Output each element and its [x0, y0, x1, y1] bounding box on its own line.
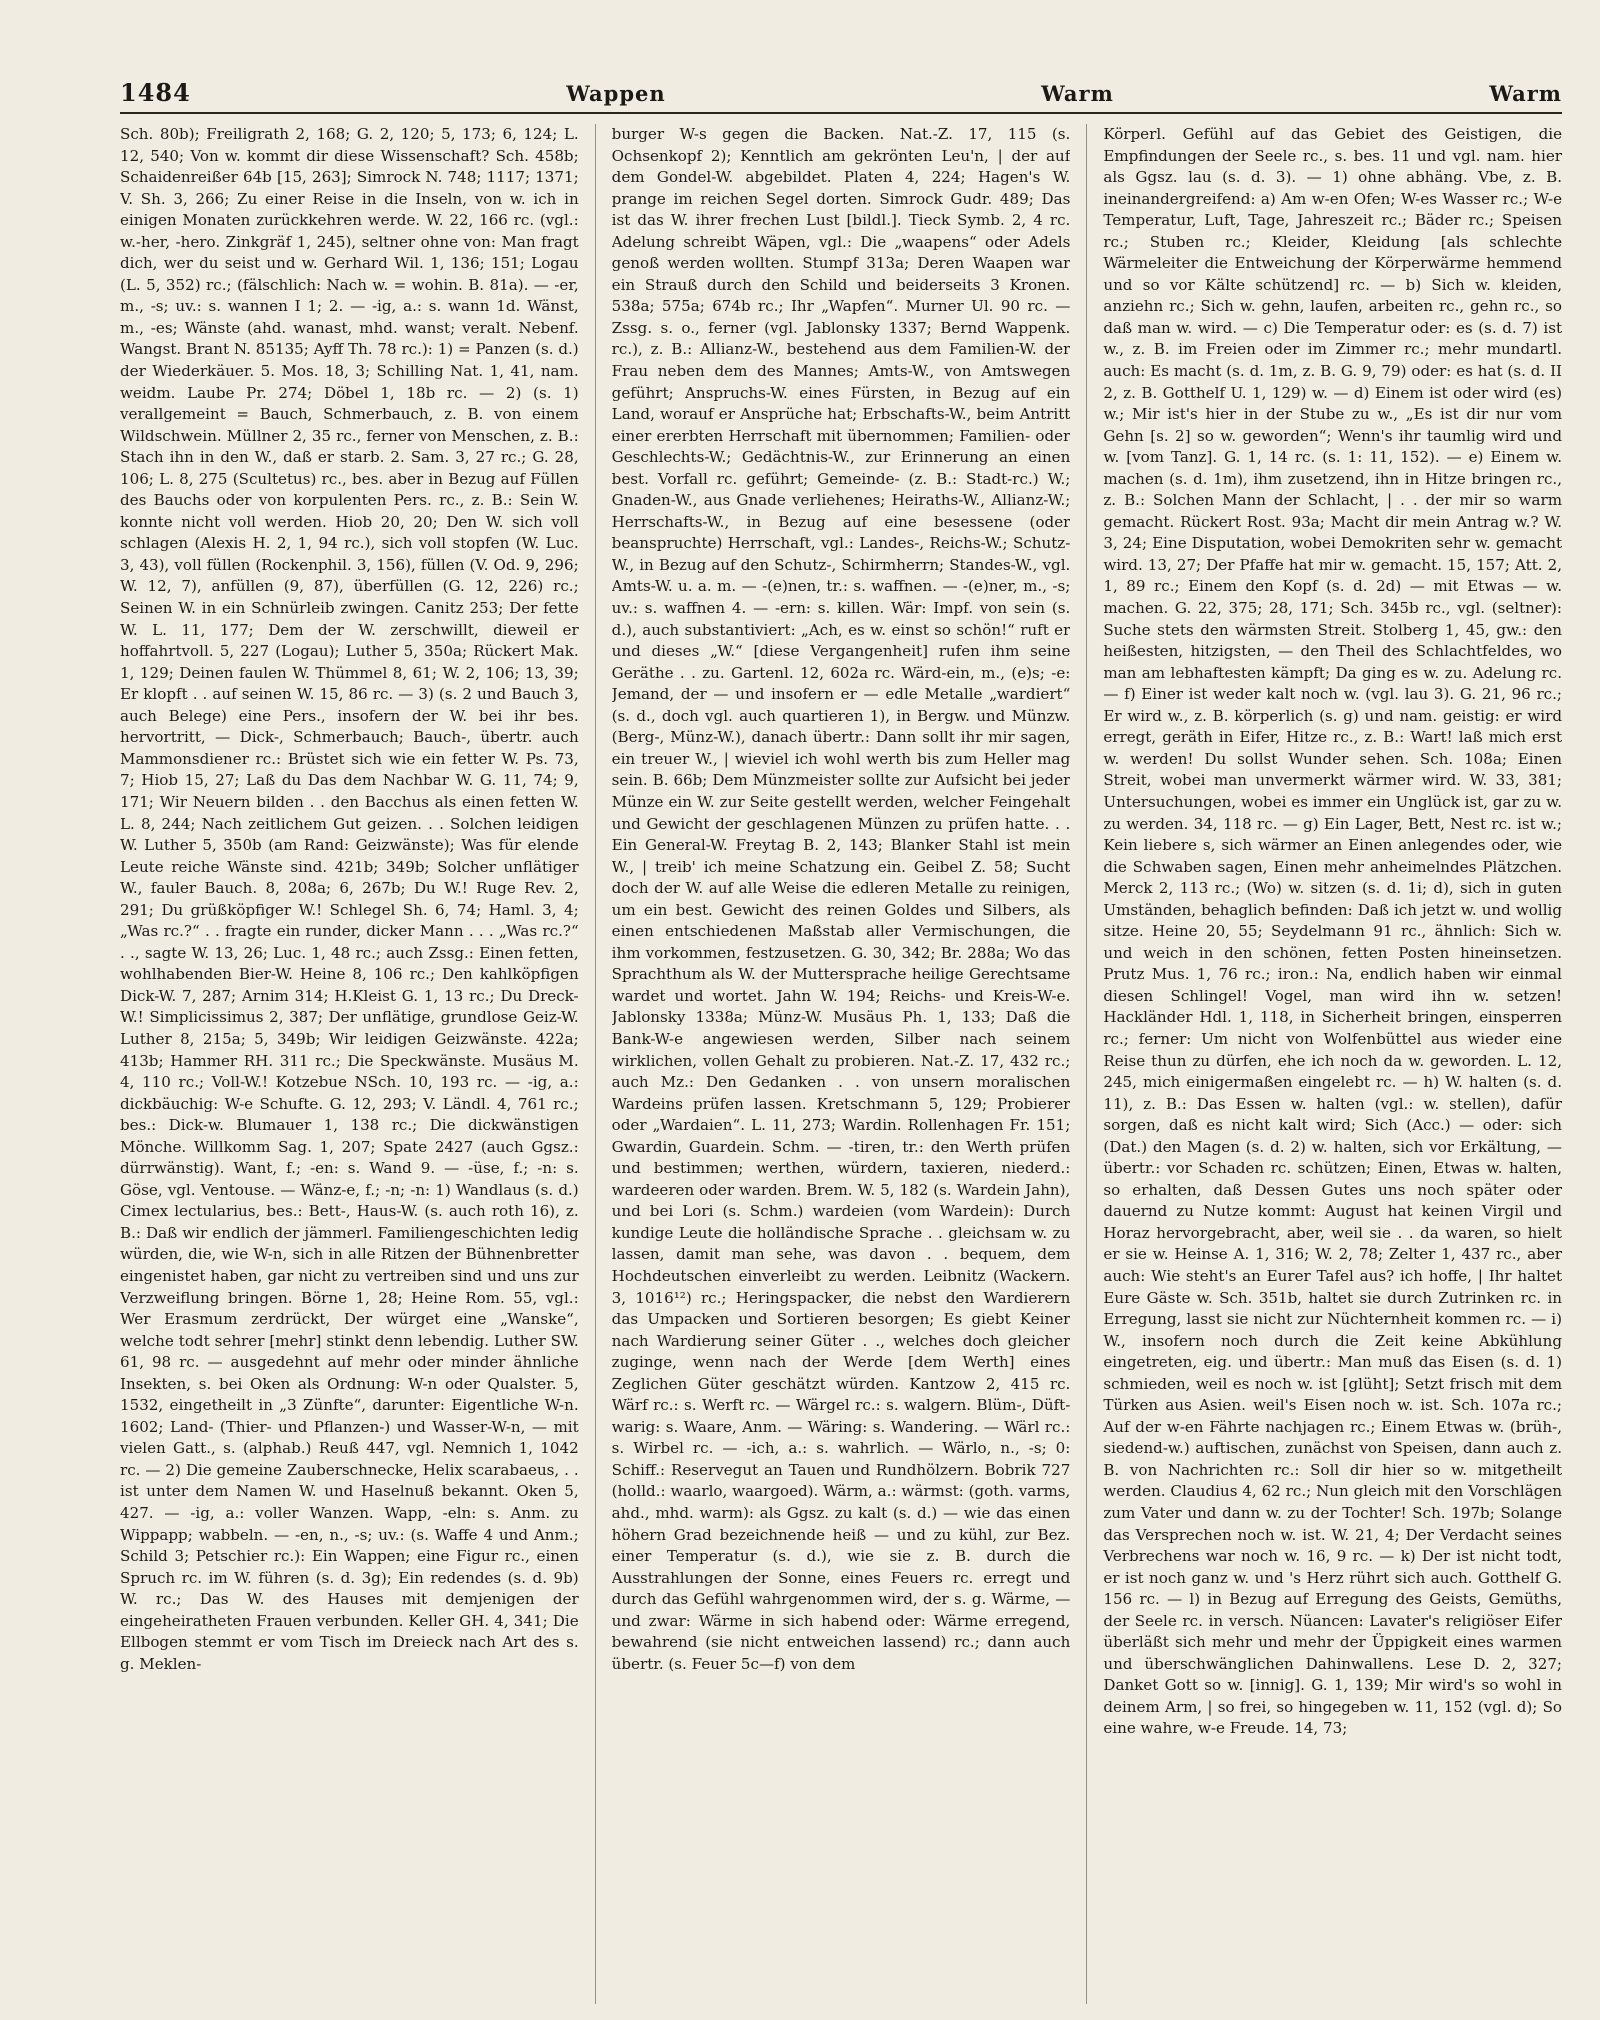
- text-columns: [120, 124, 1562, 2004]
- header-left-catchword: Wappen: [566, 81, 666, 106]
- column-left: [120, 124, 579, 2004]
- column-middle-text: burger W-s gegen die Backen. Nat.-Z. 17, 115 (s. Ochsenkopf 2); Kenntlich am gekrönten Leu'n, | der auf dem Gondel-W. abgebildet. Platen 4, 224; Hagen's W. prange im reichen Segel dorten. Simrock Gudr. 489; Das ist das W. ihrer frechen Lust [bildl.]. Tieck Symb. 2, 4 rc. Adelung schreibt Wäpen, vgl.: Die „waapens“ oder Adels genoß werden wollten. Stumpf 313a; Deren Waapen war ein Strauß durch den Schild und beiderseits 3 Kronen. 538a; 575a; 674b rc.; Ihr „Wapfen“. Murner Ul. 90 rc. — Zssg. s. o., ferner (vgl. Jablonsky 1337; Bernd Wappenk. rc.), z. B.: Allianz-W., bestehend aus dem Familien-W. der Frau neben dem des Mannes; Amts-W., von Amtswegen geführt; Anspruchs-W. eines Fürsten, in Bezug auf ein Land, worauf er Ansprüche hat; Erbschafts-W., beim Antritt einer ererbten Herrschaft mit übernommen; Familien- oder Geschlechts-W.; Gedächtnis-W., zur Erinnerung an einen best. Vorfall rc. geführt; Gemeinde- (z. B.: Stadt-rc.) W.; Gnaden-W., aus Gnade verliehenes; Heiraths-W., Allianz-W.; Herrschafts-W., in Bezug auf eine besessene (oder beanspruchte) Herrschaft, vgl.: Landes-, Reichs-W.; Schutz-W., in Bezug auf den Schutz-, Schirmherrn; Standes-W., vgl. Amts-W. u. a. m. — -(e)nen, tr.: s. waffnen. — -(e)ner, m., -s; uv.: s. waffnen 4. — -ern: s. killen. Wär: Impf. von sein (s. d.), auch substantiviert: „Ach, es w. einst so schön!“ ruft er und dieses „W.“ [diese Vergangenheit] rufen ihm seine Geräthe . . zu. Gartenl. 12, 602a rc. Wärd-ein, m., (e)s; -e: Jemand, der — und insofern er — edle Metalle „wardiert“ (s. d., doch vgl. auch quartieren 1), in Bergw. und Münzw. (Berg-, Münz-W.), danach übertr.: Dann sollt ihr mir sagen, ein treuer W., | wieviel ich wohl werth bis zum Heller mag sein. B. 66b; Dem Münzmeister sollte zur Aufsicht bei jeder Münze ein W. zur Seite gestellt werden, welcher Feingehalt und Gewicht der geschlagenen Münzen zu prüfen hatte. . . Ein General-W. Freytag B. 2, 143; Blanker Stahl ist mein W., | treib' ich meine Schatzung ein. Geibel Z. 58; Sucht doch der W. auf alle Weise die edleren Metalle zu reinigen, um ein best. Gewicht des reinen Goldes und Silbers, als einen entschiedenen Maßstab aller Vermischungen, die ihm vorkommen, festzusetzen. G. 30, 342; Br. 288a; Wo das Sprachthum als W. der Muttersprache heilige Gerechtsame wardet und wortet. Jahn W. 194; Reichs- und Kreis-W-e. Jablonsky 1338a; Münz-W. Musäus Ph. 1, 133; Daß die Bank-W-e angewiesen werden, Silber nach seinem wirklichen, vollen Gehalt zu probieren. Nat.-Z. 17, 432 rc.; auch Mz.: Den Gedanken . . von unsern moralischen Wardeins prüfen lassen. Kretschmann 5, 129; Probierer oder „Wardaien“. L. 11, 273; Wardin. Rollenhagen Fr. 151; Gwardin, Guardein. Schm. — -tiren, tr.: den Werth prüfen und bestimmen; werthen, würdern, taxieren, niederd.: wardeeren oder warden. Brem. W. 5, 182 (s. Wardein Jahn), und bei Lori (s. Schm.) wardeien (vom Wardein): Durch kundige Leute die holländische Sprache . . gleichsam w. zu lassen, damit man sehe, was davon . . bequem, dem Hochdeutschen einverleibt zu werden. Leibnitz (Wackern. 3, 1016¹²) rc.; Heringspacker, die nebst den Wardierern das Umpacken und Sortieren besorgen; Es giebt Keiner nach Wardierung seiner Güter . ., welches doch gleicher zuginge, wenn nach der Werde [dem Werth] eines Zeglichen Güter geschätzt würden. Kantzow 2, 415 rc. Wärf rc.: s. Werft rc. — Wärgel rc.: s. walgern. Blüm-, Düft-warig: s. Waare, Anm. — Wäring: s. Wandering. — Wärl rc.: s. Wirbel rc. — -ich, a.: s. wahrlich. — Wärlo, n., -s; 0: Schiff.: Reservegut an Tauen und Rundhölzern. Bobrik 727 (holld.: waarlo, waargoed). Wärm, a.: wärmst: (goth. varms, ahd., mhd. warm): als Ggsz. zu kalt (s. d.) — wie das einen höhern Grad bezeichnende heiß — und zu kühl, zur Bez. einer Temperatur (s. d.), wie sie z. B. durch die Ausstrahlungen der Sonne, eines Feuers rc. erregt und durch das Gefühl wahrgenommen wird, der s. g. Wärme, — und zwar: Wärme in sich habend oder: Wärme erregend, bewahrend (sie nicht entweichen lassend) rc.; dann auch übertr. (s. Feuer 5c—f) von dem: [611, 125, 1071, 1673]
- page-number: 1484: [120, 78, 191, 107]
- column-divider: [595, 124, 596, 2004]
- header-center-catchword: Warm: [1041, 81, 1114, 106]
- column-right-text: Körperl. Gefühl auf das Gebiet des Geistigen, die Empfindungen der Seele rc., s. bes. 11 und vgl. nam. hier als Ggsz. lau (s. d. 3). — 1) ohne abhäng. Vbe, z. B. ineinandergreifend: a) Am w-en Ofen; W-es Wasser rc.; W-e Temperatur, Luft, Tage, Jahreszeit rc.; Bäder rc.; Speisen rc.; Stuben rc.; Kleider, Kleidung [als schlechte Wärmeleiter die Entweichung der Körperwärme hemmend und so vor Kälte schützend] rc. — b) Sich w. kleiden, anziehn rc.; Sich w. gehn, laufen, arbeiten rc., gehn rc., so daß man w. wird. — c) Die Temperatur oder: es (s. d. 7) ist w., z. B. im Freien oder im Zimmer rc.; mehr mundartl. auch: Es macht (s. d. 1m, z. B. G. 9, 79) oder: es hat (s. d. II 2, z. B. Gotthelf U. 1, 129) w. — d) Einem ist oder wird (es) w.; Mir ist's hier in der Stube zu w., „Es ist dir nur vom Gehn [s. 2] so w. geworden“; Wenn's ihr taumlig wird und w. [vom Tanz]. G. 1, 14 rc. (s. 1: 11, 152). — e) Einem w. machen (s. d. 1m), ihm zusetzend, ihn in Hitze bringen rc., z. B.: Solchen Mann der Schlacht, | . . der mir so warm gemacht. Rückert Rost. 93a; Macht dir mein Antrag w.? W. 3, 24; Eine Disputation, wobei Demokriten sehr w. gemacht wird. 13, 27; Der Pfaffe hat mir w. gemacht. 15, 157; Att. 2, 1, 89 rc.; Einem den Kopf (s. d. 2d) — mit Etwas — w. machen. G. 22, 375; 28, 171; Sch. 345b rc., vgl. (seltner): Suche stets den wärmsten Streit. Stolberg 1, 45, gw.: den heißesten, hitzigsten, — den Theil des Schlachtfeldes, wo man am lebhaftesten kämpft; Da ging es w. zu. Adelung rc. — f) Einer ist weder kalt noch w. (vgl. lau 3). G. 21, 96 rc.; Er wird w., z. B. körperlich (s. g) und nam. geistig: er wird erregt, geräth in Eifer, Hitze rc., z. B.: Wart! laß mich erst w. werden! Du sollst Wunder sehen. Sch. 108a; Einen Streit, wobei man unvermerkt wärmer wird. W. 33, 381; Untersuchungen, wobei es immer ein Unglück ist, gar zu w. zu werden. 34, 118 rc. — g) Ein Lager, Bett, Nest rc. ist w.; Kein liebere s, sich wärmer an Einen anlegendes oder, wie die Schwaben sagen, Einen mehr anheimelndes Plätzchen. Merck 2, 113 rc.; (Wo) w. sitzen (s. d. 1i; d), sich in guten Umständen, behaglich befinden: Daß ich jetzt w. und wollig sitze. Heine 20, 55; Seydelmann 91 rc., ähnlich: Sich w. und weich in den schönen, fetten Posten hineinsetzen. Prutz Mus. 1, 76 rc.; iron.: Na, endlich haben wir einmal diesen Schlingel! Vogel, man wird ihn w. setzen! Hackländer Hdl. 1, 118, in Sicherheit bringen, einsperren rc.; ferner: Um nicht von Wolfenbüttel aus wieder eine Reise thun zu dürfen, ehe ich noch da w. geworden. L. 12, 245, mich einigermaßen eingelebt rc. — h) W. halten (s. d. 11), z. B.: Das Essen w. halten (vgl.: w. stellen), dafür sorgen, daß es nicht kalt wird; Sich (Acc.) — oder: sich (Dat.) den Magen (s. d. 2) w. halten, sich vor Erkältung, — übertr.: vor Schaden rc. schützen; Einen, Etwas w. halten, so erhalten, daß Dessen Gutes uns noch später oder dauernd zu Nutze kommt: August hat keinen Virgil und Horaz hervorgebracht, aber, weil sie . . da waren, so hielt er sie w. Heinse A. 1, 316; W. 2, 78; Zelter 1, 437 rc., aber auch: Wie steht's an Eurer Tafel aus? ich hoffe, | Ihr haltet Eure Gäste w. Sch. 351b, haltet sie durch Zutrinken rc. in Erregung, lasst sie nicht zur Nüchternheit kommen rc. — i) W., insofern noch durch die Zeit keine Abkühlung eingetreten, eig. und übertr.: Man muß das Eisen (s. d. 1) schmieden, weil es noch w. ist [glüht]; Setzt frisch mit dem Türken aus Asien. weil's Eisen noch w. ist. Sch. 107a rc.; Auf der w-en Fährte nachjagen rc.; Einem Etwas w. (brüh-, siedend-w.) auftischen, zunächst von Speisen, dann auch z. B. von Nachrichten rc.: Soll dir hier so w. mitgetheilt werden. Claudius 4, 62 rc.; Nun gleich mit den Vorschlägen zum Vater und dann w. zu der Tochter! Sch. 197b; Solange das Versprechen noch w. ist. W. 21, 4; Der Verdacht seines Verbrechens war noch w. 16, 9 rc. — k) Der ist nicht todt, er ist noch ganz w. und 's Herz rührt sich auch. Gotthelf G. 156 rc. — l) in Bezug auf Erregung des Geists, Gemüths, der Seele rc. in versch. Nüancen: Lavater's religiöser Eifer überläßt sich mehr und mehr der Üppigkeit eines warmen und überschwänglichen Dahinwallens. Lese D. 2, 327; Danket Gott so w. [innig]. G. 1, 139; Mir wird's so wohl in deinem Arm, | so frei, so hingegeben w. 11, 152 (vgl. d); So eine wahre, w-e Freude. 14, 73;: [1103, 125, 1562, 1738]
- header-right-catchword: Warm: [1489, 81, 1562, 106]
- running-header: [120, 78, 1562, 114]
- column-left-text: Sch. 80b); Freiligrath 2, 168; G. 2, 120; 5, 173; 6, 124; L. 12, 540; Von w. kommt dir diese Wissenschaft? Sch. 458b; Schaidenreißer 64b [15, 263]; Simrock N. 748; 1117; 1371; V. Sh. 3, 266; Zu einer Reise in die Inseln, von w. ich in einigen Monaten zurückkehren werde. W. 22, 166 rc. (vgl.: w.-her, -hero. Zinkgräf 1, 245), seltner ohne von: Man fragt dich, wer du seist und w. Gerhard Wil. 1, 136; 151; Logau (L. 5, 352) rc.; (fälschlich: Nach w. = wohin. B. 81a). — -er, m., -s; uv.: s. wannen I 1; 2. — -ig, a.: s. wann 1d. Wänst, m., -es; Wänste (ahd. wanast, mhd. wanst; veralt. Nebenf. Wangst. Brant N. 85135; Ayff Th. 78 rc.): 1) = Panzen (s. d.) der Wiederkäuer. 5. Mos. 18, 3; Schilling Nat. 1, 41, nam. weidm. Laube Pr. 274; Döbel 1, 18b rc. — 2) (s. 1) verallgemeint = Bauch, Schmerbauch, z. B. von einem Wildschwein. Müllner 2, 35 rc., ferner von Menschen, z. B.: Stach ihn in den W., daß er starb. 2. Sam. 3, 27 rc.; G. 28, 106; L. 8, 275 (Scultetus) rc., bes. aber in Bezug auf Füllen des Bauchs oder von korpulenten Pers. rc., z. B.: Sein W. konnte nicht voll werden. Hiob 20, 20; Den W. sich voll schlagen (Alexis H. 2, 1, 94 rc.), sich voll stopfen (W. Luc. 3, 43), voll füllen (Rockenphil. 3, 156), füllen (V. Od. 9, 296; W. 12, 7), anfüllen (9, 87), überfüllen (G. 12, 226) rc.; Seinen W. in ein Schnürleib zwingen. Canitz 253; Der fette W. L. 11, 177; Dem der W. zerschwillt, dieweil er hoffahrtvoll. 5, 227 (Logau); Luther 5, 350a; Rückert Mak. 1, 129; Deinen faulen W. Thümmel 8, 61; W. 2, 106; 13, 39; Er klopft . . auf seinen W. 15, 86 rc. — 3) (s. 2 und Bauch 3, auch Belege) eine Pers., insofern der W. bei ihr bes. hervortritt, — Dick-, Schmerbauch; Bauch-, übertr. auch Mammonsdiener rc.: Brüstet sich wie ein fetter W. Ps. 73, 7; Hiob 15, 27; Laß du Das dem Nachbar W. G. 11, 74; 9, 171; Wir Neuern bilden . . den Bacchus als einen fetten W. L. 8, 244; Nach zeitlichem Gut geizen. . . Solchen leidigen W. Luther 5, 350b (am Rand: Geizwänste); Was für elende Leute reiche Wänste sind. 421b; 349b; Solcher unflätiger W., fauler Bauch. 8, 208a; 6, 267b; Du W.! Ruge Rev. 2, 291; Du grüßköpfiger W.! Schlegel Sh. 6, 74; Haml. 3, 4; „Was rc.?“ . . fragte ein runder, dicker Mann . . . „Was rc.?“ . ., sagte W. 13, 26; Luc. 1, 48 rc.; auch Zssg.: Einen fetten, wohlhabenden Bier-W. Heine 8, 106 rc.; Den kahlköpfigen Dick-W. 7, 287; Arnim 314; H.Kleist G. 1, 13 rc.; Du Dreck-W.! Simplicissimus 2, 387; Der unflätige, grundlose Geiz-W. Luther 8, 215a; 5, 349b; Wir leidigen Geizwänste. 422a; 413b; Hammer RH. 311 rc.; Die Speckwänste. Musäus M. 4, 110 rc.; Voll-W.! Kotzebue NSch. 10, 193 rc. — -ig, a.: dickbäuchig: W-e Schufte. G. 12, 293; V. Ländl. 4, 761 rc.; bes.: Dick-w. Blumauer 1, 138 rc.; Die dickwänstigen Mönche. Willkomm Sag. 1, 207; Spate 2427 (auch Ggsz.: dürrwänstig). Want, f.; -en: s. Wand 9. — -üse, f.; -n: s. Göse, vgl. Ventouse. — Wänz-e, f.; -n; -n: 1) Wandlaus (s. d.) Cimex lectularius, bes.: Bett-, Haus-W. (s. auch roth 16), z. B.: Daß wir endlich der jämmerl. Familiengeschichten ledig würden, die, wie W-n, sich in alle Ritzen der Bühnenbretter eingenistet haben, gar nicht zu vertreiben sind und uns zur Verzweiflung bringen. Börne 1, 28; Heine Rom. 55, vgl.: Wer Erasmum zerdrückt, Der würget eine „Wanske“, welche todt sehrer [mehr] stinkt denn lebendig. Luther SW. 61, 98 rc. — ausgedehnt auf mehr oder minder ähnliche Insekten, s. bei Oken als Ordnung: W-n oder Qualster. 5, 1532, eingetheilt in „3 Zünfte“, darunter: Eigentliche W-n. 1602; Land- (Thier- und Pflanzen-) und Wasser-W-n, — mit vielen Gatt., s. (alphab.) Reuß 447, vgl. Nemnich 1, 1042 rc. — 2) Die gemeine Zauberschnecke, Helix scarabaeus, . . ist unter dem Namen W. und Haselnuß bekannt. Oken 5, 427. — -ig, a.: voller Wanzen. Wapp, -eln: s. Anm. zu Wippapp; wabbeln. — -en, n., -s; uv.: (s. Waffe 4 und Anm.; Schild 3; Petschier rc.): Ein Wappen; eine Figur rc., einen Spruch rc. im W. führen (s. d. 3g); Ein redendes (s. d. 9b) W. rc.; Das W. des Hauses mit demjenigen der eingeheiratheten Frauen verbunden. Keller GH. 4, 341; Die Ellbogen stemmt er vom Tisch im Dreieck nach Art des s. g. Meklen-: [120, 125, 579, 1673]
- column-middle: [612, 124, 1071, 2004]
- column-divider: [1086, 124, 1087, 2004]
- column-right: [1103, 124, 1562, 2004]
